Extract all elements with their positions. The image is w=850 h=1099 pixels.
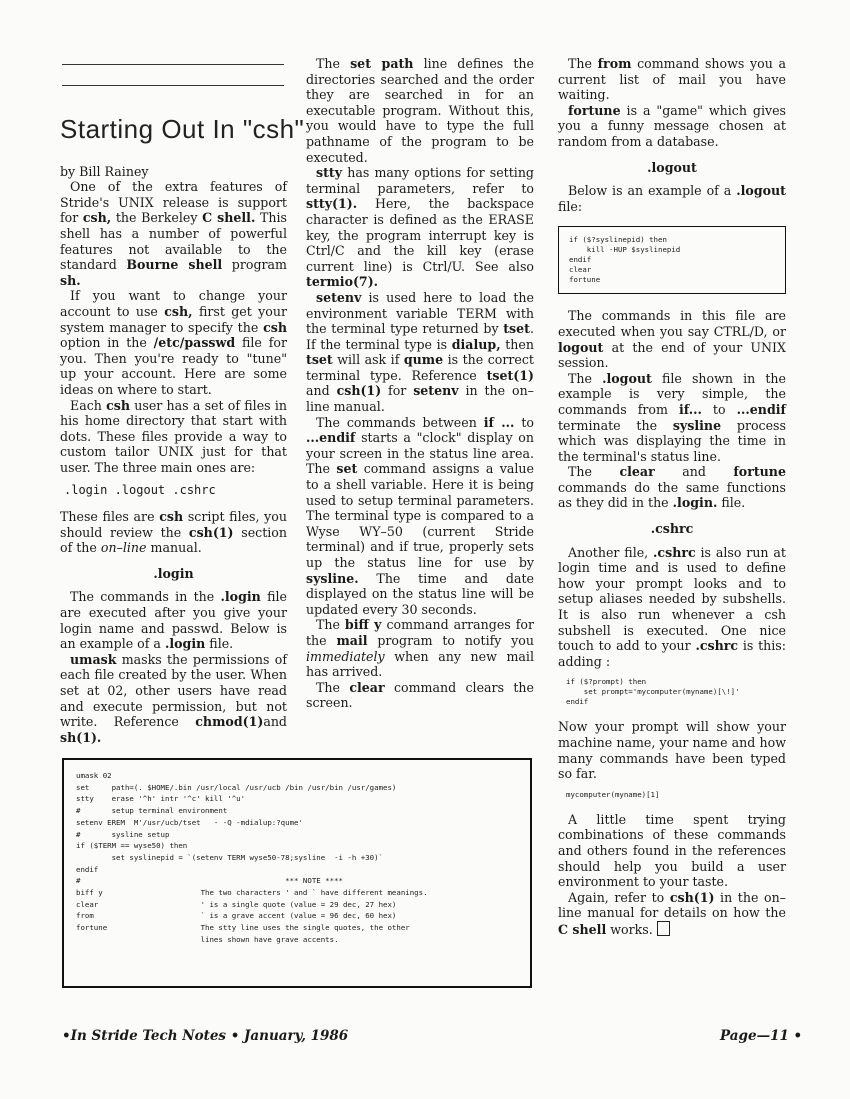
paragraph: Now your prompt will show your machine name, your name and how many commands have been typed so far. xyxy=(558,719,786,782)
footer-publication: •In Stride Tech Notes • January, 1986 xyxy=(62,1028,349,1044)
paragraph: These files are csh script files, you should review the csh(1) section of the on–line manual. xyxy=(60,509,287,556)
section-heading-cshrc: .cshrc xyxy=(650,521,694,537)
dotfile-list: .login .logout .cshrc xyxy=(64,483,216,498)
section-heading-login: .login xyxy=(153,565,194,581)
end-of-article-box xyxy=(657,921,670,936)
column-1 xyxy=(60,56,305,745)
column-2 xyxy=(306,56,534,711)
prompt-example: mycomputer(myname)[1] xyxy=(566,789,660,799)
top-rule xyxy=(62,85,284,86)
top-rule xyxy=(62,64,284,65)
paragraph: The commands in this file are executed when you say CTRL/D, or logout at the end of your UNIX session. xyxy=(558,308,786,371)
column-3 xyxy=(558,56,786,938)
footer-page-number: Page—11 • xyxy=(720,1028,803,1044)
paragraph: The biff y command arranges for the mail program to notify you immediately when any new mail has arrived. xyxy=(306,617,534,680)
cshrc-prompt-code: if ($?prompt) then set prompt='mycomputer(myname)[\!]' endif xyxy=(566,677,740,707)
login-example-box: umask 02 set path=(. $HOME/.bin /usr/local /usr/ucb /bin /usr/bin /usr/games) stty erase '^h' intr '^c' kill '^u' # setup terminal environment setenv EREM M'/usr/ucb/tset - -Q -mdialup:?qume' # sysline setup if ($TERM == wyse50) then set syslinepid = `(setenv TERM wyse50-78;sysline -i -h +30)` endif # *** NOTE **** biff y The two characters ' and ` have different meanings. clear ' is a single quote (value = 29 dec, 27 hex) from ` is a grave accent (value = 96 dec, 60 hex) fortune The stty line uses the single quotes, the other lines shown have grave accents. xyxy=(62,758,532,988)
paragraph: The commands in the .login file are executed after you give your login name and passwd. Below is an example of a .login file. xyxy=(60,589,287,652)
paragraph: Again, refer to csh(1) in the on–line manual for details on how the C shell works. xyxy=(558,889,786,937)
paragraph: The set path line defines the directories searched and the order they are searched in for an executable program. Without this, you would have to type the full pathname of the program to be executed. xyxy=(306,56,534,165)
section-heading-logout: .logout xyxy=(647,159,697,175)
paragraph: The clear command clears the screen. xyxy=(306,679,534,711)
paragraph: fortune is a "game" which gives you a funny message chosen at random from a database. xyxy=(558,102,786,149)
paragraph: stty has many options for setting terminal parameters, refer to stty(1). Here, the backspace character is defined as the ERASE key, the program interrupt key is Ctrl/C and the kill key (erase current line) is Ctrl/U. See also termio(7). xyxy=(306,165,534,290)
article-title: Starting Out In "csh" xyxy=(60,114,305,144)
paragraph: The from command shows you a current list of mail you have waiting. xyxy=(558,56,786,103)
paragraph: One of the extra features of Stride's UNIX release is support for csh, the Berkeley C shell. This shell has a number of powerful features not available to the standard Bourne shell program sh. xyxy=(60,179,287,288)
paragraph: setenv is used here to load the environment variable TERM with the terminal type returned by tset. If the terminal type is dialup, then tset will ask if qume is the correct terminal type. Reference tset(1) and csh(1) for setenv in the on–line manual. xyxy=(306,289,534,415)
paragraph: The .logout file shown in the example is very simple, the commands from if... to ...endif terminate the sysline process which was displaying the time in the terminal's status line. xyxy=(558,370,786,464)
paragraph: umask masks the permissions of each file created by the user. When set at 02, other users have read and execute permission, but not write. Reference chmod(1)and sh(1). xyxy=(60,651,287,745)
paragraph: The clear and fortune commands do the same functions as they did in the .login. file. xyxy=(558,464,786,511)
logout-example-box: if ($?syslinepid) then kill -HUP $syslinepid endif clear fortune xyxy=(558,226,786,294)
paragraph: A little time spent trying combinations of these commands and others found in the references should help you build a user environment to your taste. xyxy=(558,811,786,890)
paragraph: Below is an example of a .logout file: xyxy=(558,183,786,214)
paragraph: Another file, .cshrc is also run at login time and is used to define how your prompt looks and to setup aliases needed by subshells. It is also run whenever a csh subshell is executed. One nice touch to add to your .cshrc is this: adding : xyxy=(558,544,786,669)
paragraph: The commands between if ... to ...endif starts a "clock" display on your screen in the status line area. The set command assigns a value to a shell variable. Here it is being used to setup terminal parameters. The terminal type is compared to a Wyse WY–50 (current Stride terminal) and if true, properly sets up the status line for use by sysline. The time and date displayed on the status line will be updated every 30 seconds. xyxy=(306,414,534,617)
byline: by Bill Rainey xyxy=(60,163,149,179)
paragraph: If you want to change your account to use csh, first get your system manager to specify the csh option in the /etc/passwd file for you. Then you're ready to "tune" up your account. Here are some ideas on where to start. xyxy=(60,288,288,397)
paragraph: Each csh user has a set of files in his home directory that start with dots. These files provide a way to custom tailor UNIX just for that user. The three main ones are: xyxy=(60,397,287,475)
